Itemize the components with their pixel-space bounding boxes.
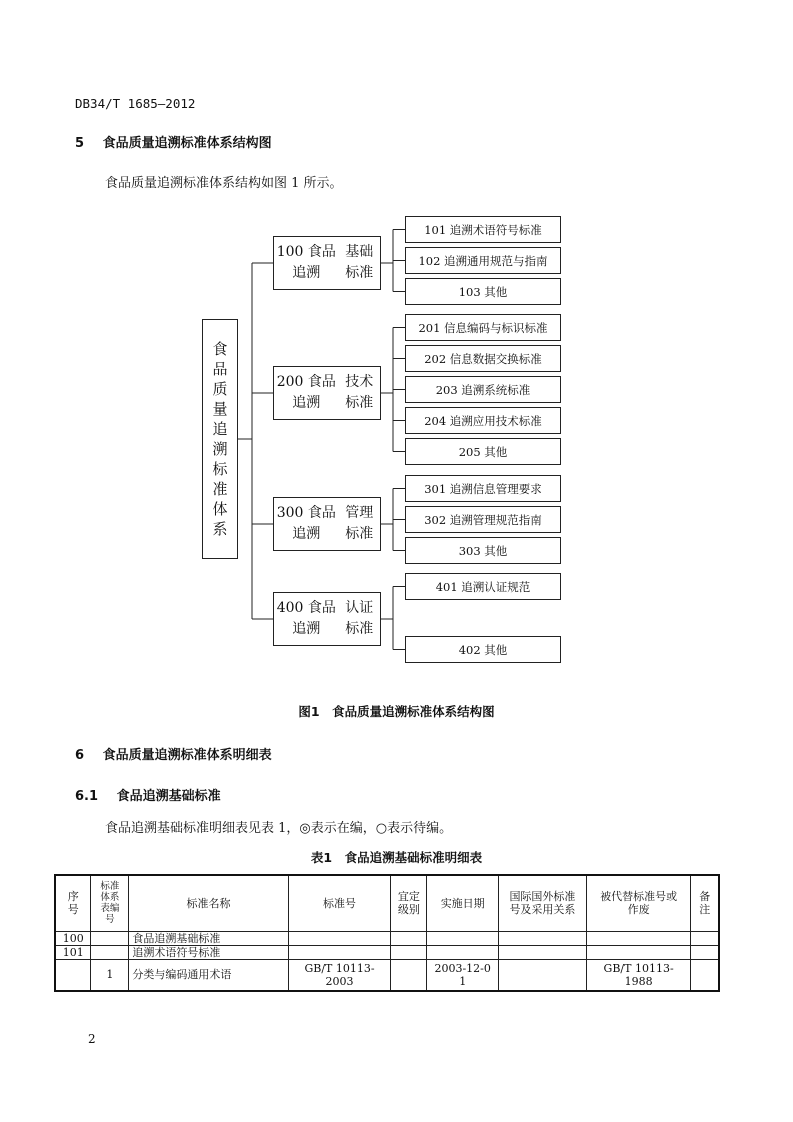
table-cell bbox=[691, 945, 719, 959]
table-cell: GB/T 10113-1988 bbox=[586, 959, 691, 991]
subcategory-label: 202 信息数据交换标准 bbox=[424, 351, 542, 366]
table-cell bbox=[391, 931, 427, 945]
subcategory-node bbox=[405, 537, 561, 564]
page-number: 2 bbox=[88, 1032, 96, 1046]
section-6-heading bbox=[75, 744, 272, 763]
table-caption: 表1 食品追溯基础标准明细表 bbox=[310, 850, 483, 865]
column-header: 标准 体系 表编 号 bbox=[91, 875, 129, 931]
column-header: 被代替标准号或 作废 bbox=[586, 875, 691, 931]
subcategory-label: 201 信息编码与标识标准 bbox=[418, 320, 548, 335]
subcategory-label: 302 追溯管理规范指南 bbox=[424, 512, 542, 527]
table-cell bbox=[499, 945, 587, 959]
subcategory-node bbox=[405, 345, 561, 372]
root-node-char: 质 bbox=[212, 380, 228, 398]
table-row bbox=[55, 945, 719, 959]
table-row bbox=[55, 931, 719, 945]
table-cell bbox=[391, 945, 427, 959]
table-cell bbox=[499, 959, 587, 991]
subcategory-label: 205 其他 bbox=[458, 444, 508, 459]
subcategory-node bbox=[405, 216, 561, 243]
subcategory-label: 303 其他 bbox=[458, 543, 508, 558]
table-cell bbox=[499, 931, 587, 945]
column-header: 实施日期 bbox=[427, 875, 499, 931]
subcategory-node bbox=[405, 247, 561, 274]
section-title: 食品质量追溯标准体系结构图 bbox=[102, 136, 272, 151]
table-cell bbox=[691, 959, 719, 991]
subcategory-node bbox=[405, 314, 561, 341]
subcategory-node bbox=[405, 506, 561, 533]
category-node bbox=[273, 592, 381, 646]
section-number: 6 bbox=[75, 748, 85, 763]
root-node-char: 追 bbox=[212, 420, 228, 438]
subcategory-node bbox=[405, 376, 561, 403]
table-cell bbox=[427, 931, 499, 945]
column-header: 序 号 bbox=[55, 875, 91, 931]
category-node-name: 基础标准 bbox=[345, 244, 374, 281]
document-number: DB34/T 1685—2012 bbox=[75, 96, 196, 111]
subcategory-node bbox=[405, 636, 561, 663]
section-title: 食品质量追溯标准体系明细表 bbox=[102, 748, 272, 763]
table-cell: 分类与编码通用术语 bbox=[129, 959, 288, 991]
subcategory-label: 203 追溯系统标准 bbox=[435, 382, 531, 397]
subcategory-label: 402 其他 bbox=[458, 642, 508, 657]
table-cell bbox=[427, 945, 499, 959]
subcategory-node bbox=[405, 278, 561, 305]
table-cell: 100 bbox=[55, 931, 91, 945]
column-header: 备 注 bbox=[691, 875, 719, 931]
table-cell bbox=[691, 931, 719, 945]
category-node bbox=[273, 236, 381, 290]
table-cell: 追溯术语符号标准 bbox=[129, 945, 288, 959]
section-number: 6.1 bbox=[75, 789, 99, 804]
category-node bbox=[273, 497, 381, 551]
standards-table bbox=[54, 874, 720, 992]
table-cell bbox=[91, 931, 129, 945]
category-node-name: 认证标准 bbox=[345, 600, 374, 637]
category-node-name: 技术标准 bbox=[345, 374, 374, 411]
section-6-1-intro: 食品追溯基础标准明细表见表 1，◎表示在编，○表示待编。 bbox=[105, 821, 453, 836]
category-node bbox=[273, 366, 381, 420]
subcategory-node bbox=[405, 475, 561, 502]
subcategory-label: 103 其他 bbox=[458, 284, 508, 299]
root-node-char: 食 bbox=[212, 340, 228, 358]
table-cell bbox=[586, 945, 691, 959]
table-cell: GB/T 10113-2003 bbox=[288, 959, 391, 991]
table-cell bbox=[391, 959, 427, 991]
section-6-1-heading bbox=[75, 785, 221, 804]
subcategory-label: 204 追溯应用技术标准 bbox=[424, 413, 542, 428]
root-node-char: 品 bbox=[212, 360, 228, 378]
section-5-intro: 食品质量追溯标准体系结构如图 1 所示。 bbox=[105, 176, 343, 191]
table-header-row bbox=[55, 875, 719, 931]
figure-caption: 图1 食品质量追溯标准体系结构图 bbox=[298, 704, 495, 719]
table-cell: 2003-12-0 1 bbox=[427, 959, 499, 991]
category-node-code: 300 食品追溯 bbox=[276, 505, 336, 542]
subcategory-node bbox=[405, 438, 561, 465]
table-cell: 食品追溯基础标准 bbox=[129, 931, 288, 945]
category-node-code: 100 食品追溯 bbox=[276, 244, 336, 281]
subcategory-label: 101 追溯术语符号标准 bbox=[424, 222, 542, 237]
subcategory-node bbox=[405, 407, 561, 434]
table-body bbox=[55, 931, 719, 991]
table-cell: 101 bbox=[55, 945, 91, 959]
subcategory-label: 301 追溯信息管理要求 bbox=[424, 481, 542, 496]
category-node-code: 400 食品追溯 bbox=[276, 600, 336, 637]
subcategory-label: 102 追溯通用规范与指南 bbox=[418, 253, 548, 268]
section-title: 食品追溯基础标准 bbox=[116, 789, 221, 804]
root-node-char: 体 bbox=[212, 500, 228, 518]
root-node-char: 标 bbox=[212, 460, 228, 478]
root-node-char: 溯 bbox=[212, 440, 228, 458]
root-node-char: 系 bbox=[212, 520, 228, 538]
table-cell: 1 bbox=[91, 959, 129, 991]
column-header: 宜定 级别 bbox=[391, 875, 427, 931]
table-row bbox=[55, 959, 719, 991]
subcategory-node bbox=[405, 573, 561, 600]
root-node-char: 量 bbox=[212, 400, 228, 418]
table-cell bbox=[288, 945, 391, 959]
root-node bbox=[202, 319, 238, 559]
table-cell bbox=[55, 959, 91, 991]
category-node-name: 管理标准 bbox=[345, 505, 374, 542]
section-number: 5 bbox=[75, 136, 85, 151]
category-node-code: 200 食品追溯 bbox=[276, 374, 336, 411]
root-node-char: 准 bbox=[212, 480, 228, 498]
table-cell bbox=[91, 945, 129, 959]
table-cell bbox=[586, 931, 691, 945]
table-cell bbox=[288, 931, 391, 945]
column-header: 国际国外标准 号及采用关系 bbox=[499, 875, 587, 931]
column-header: 标准名称 bbox=[129, 875, 288, 931]
column-header: 标准号 bbox=[288, 875, 391, 931]
subcategory-label: 401 追溯认证规范 bbox=[435, 579, 531, 594]
